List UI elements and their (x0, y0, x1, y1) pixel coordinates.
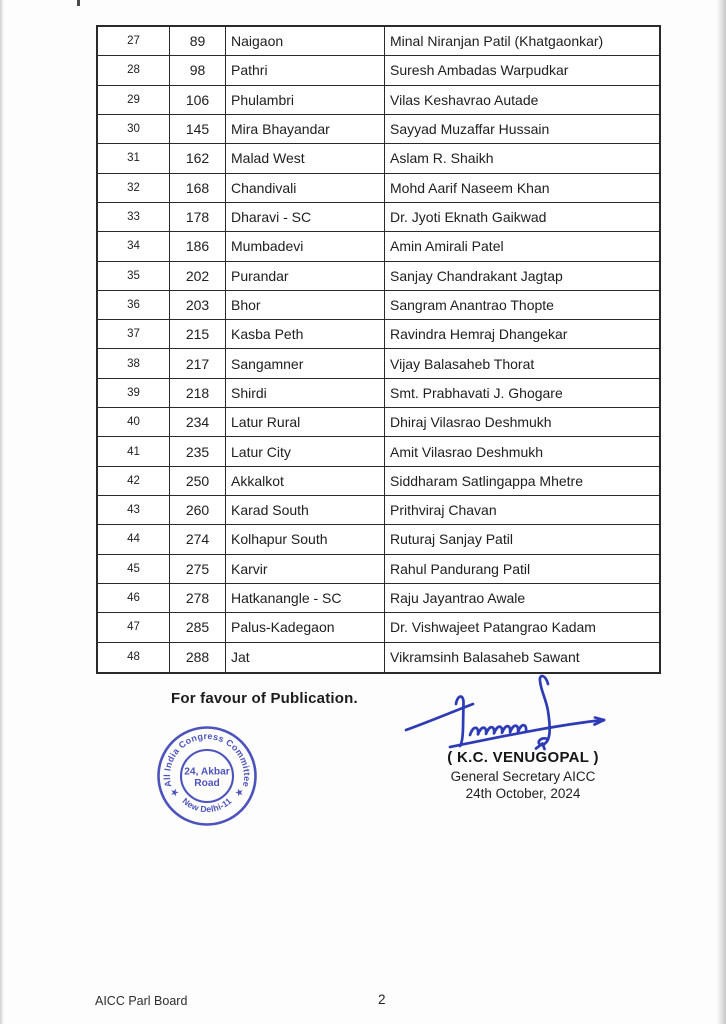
constituency-number-cell: 215 (170, 320, 226, 348)
candidate-name-cell: Sayyad Muzaffar Hussain (390, 121, 550, 138)
serial-number-cell: 35 (98, 262, 170, 290)
scan-edge-right (717, 0, 726, 1024)
table-row (98, 203, 659, 232)
constituency-name-cell: Purandar (226, 262, 385, 290)
table-row (98, 232, 659, 261)
candidate-name-cell: Raju Jayantrao Awale (390, 590, 526, 607)
candidate-name-cell: Suresh Ambadas Warpudkar (390, 62, 569, 79)
constituency-number-cell: 275 (170, 555, 226, 583)
stamp-center-line1: 24, Akbar (184, 766, 230, 778)
candidate-name-cell: Vikramsinh Balasaheb Sawant (390, 649, 580, 666)
constituency-number-cell: 186 (170, 232, 226, 260)
footer-left-text: AICC Parl Board (95, 994, 188, 1008)
constituency-number-cell: 260 (170, 496, 226, 524)
constituency-number-cell: 202 (170, 262, 226, 290)
table-row (98, 262, 659, 291)
constituency-name-cell: Chandivali (226, 174, 385, 202)
constituency-name-cell: Karvir (226, 555, 385, 583)
constituency-name-cell: Mira Bhayandar (226, 115, 385, 143)
constituency-number-cell: 98 (170, 56, 226, 84)
candidate-name-cell: Dhiraj Vilasrao Deshmukh (390, 414, 552, 431)
serial-number-cell: 33 (98, 203, 170, 231)
signatory-block (423, 749, 623, 802)
stamp-star-right-icon: ★ (231, 786, 246, 800)
candidates-table-body (98, 27, 659, 672)
constituency-name-cell: Dharavi - SC (226, 203, 385, 231)
stamp-center-line2: Road (194, 778, 220, 789)
constituency-name-cell: Malad West (226, 144, 385, 172)
constituency-name-cell: Naigaon (226, 27, 385, 55)
footer-page-number: 2 (378, 992, 386, 1007)
stamp-bottom-arc-text: New Delhi-11 (180, 795, 234, 815)
table-row (98, 56, 659, 85)
constituency-number-cell: 250 (170, 467, 226, 495)
table-row (98, 349, 659, 378)
candidate-name-cell: Prithviraj Chavan (390, 502, 497, 519)
candidate-name-cell: Ravindra Hemraj Dhangekar (390, 326, 568, 343)
serial-number-cell: 43 (98, 496, 170, 524)
stamp-graphic (155, 724, 259, 828)
candidate-name-cell: Dr. Jyoti Eknath Gaikwad (390, 209, 547, 226)
table-row (98, 408, 659, 437)
candidate-name-cell: Siddharam Satlingappa Mhetre (390, 472, 584, 489)
constituency-number-cell: 235 (170, 437, 226, 465)
constituency-number-cell: 106 (170, 86, 226, 114)
constituency-name-cell: Latur City (226, 437, 385, 465)
stamp-arc-text: All India Congress Committee (161, 731, 253, 789)
candidate-name-cell: Vilas Keshavrao Autade (390, 91, 539, 108)
serial-number-cell: 39 (98, 379, 170, 407)
constituency-number-cell: 178 (170, 203, 226, 231)
scan-artifact-line (77, 0, 80, 6)
candidate-name-cell: Sanjay Chandrakant Jagtap (390, 267, 563, 284)
candidate-name-cell: Aslam R. Shaikh (390, 150, 494, 167)
signatory-title: General Secretary AICC (450, 768, 596, 784)
table-row (98, 144, 659, 173)
candidates-table (96, 25, 661, 674)
signature-strokes (400, 672, 615, 754)
table-row (98, 437, 659, 466)
table-row (98, 584, 659, 613)
constituency-name-cell: Mumbadevi (226, 232, 385, 260)
table-row (98, 174, 659, 203)
candidate-name-cell: Amin Amirali Patel (390, 238, 504, 255)
constituency-number-cell: 145 (170, 115, 226, 143)
constituency-number-cell: 217 (170, 349, 226, 377)
table-row (98, 496, 659, 525)
constituency-name-cell: Kolhapur South (226, 525, 385, 553)
constituency-number-cell: 234 (170, 408, 226, 436)
table-row (98, 613, 659, 642)
candidate-name-cell: Amit Vilasrao Deshmukh (390, 443, 544, 460)
serial-number-cell: 29 (98, 86, 170, 114)
table-row (98, 643, 659, 672)
serial-number-cell: 40 (98, 408, 170, 436)
constituency-name-cell: Sangamner (226, 349, 385, 377)
table-row (98, 379, 659, 408)
signatory-date: 24th October, 2024 (465, 785, 581, 801)
constituency-number-cell: 168 (170, 174, 226, 202)
signatory-name: ( K.C. VENUGOPAL ) (447, 749, 599, 766)
constituency-name-cell: Palus-Kadegaon (226, 613, 385, 641)
table-row (98, 27, 659, 56)
candidate-name-cell: Vijay Balasaheb Thorat (390, 355, 535, 372)
constituency-number-cell: 89 (170, 27, 226, 55)
serial-number-cell: 46 (98, 584, 170, 612)
constituency-number-cell: 203 (170, 291, 226, 319)
table-row (98, 525, 659, 554)
constituency-number-cell: 288 (170, 643, 226, 672)
constituency-number-cell: 162 (170, 144, 226, 172)
stamp-star-left-icon: ★ (168, 786, 183, 800)
candidate-name-cell: Rahul Pandurang Patil (390, 560, 531, 577)
constituency-name-cell: Karad South (226, 496, 385, 524)
serial-number-cell: 31 (98, 144, 170, 172)
constituency-name-cell: Kasba Peth (226, 320, 385, 348)
candidate-name-cell: Smt. Prabhavati J. Ghogare (390, 384, 563, 401)
candidate-name-cell: Dr. Vishwajeet Patangrao Kadam (390, 619, 596, 636)
constituency-number-cell: 278 (170, 584, 226, 612)
constituency-number-cell: 285 (170, 613, 226, 641)
constituency-name-cell: Phulambri (226, 86, 385, 114)
constituency-name-cell: Bhor (226, 291, 385, 319)
constituency-number-cell: 274 (170, 525, 226, 553)
table-row (98, 320, 659, 349)
constituency-name-cell: Latur Rural (226, 408, 385, 436)
scan-edge-left (0, 0, 4, 1024)
constituency-name-cell: Shirdi (226, 379, 385, 407)
candidate-name-cell: Minal Niranjan Patil (Khatgaonkar) (390, 33, 604, 50)
serial-number-cell: 32 (98, 174, 170, 202)
serial-number-cell: 30 (98, 115, 170, 143)
table-row (98, 115, 659, 144)
serial-number-cell: 41 (98, 437, 170, 465)
serial-number-cell: 47 (98, 613, 170, 641)
signature-ink (400, 672, 615, 754)
table-row (98, 291, 659, 320)
candidate-name-cell: Ruturaj Sanjay Patil (390, 531, 513, 548)
serial-number-cell: 27 (98, 27, 170, 55)
constituency-name-cell: Hatkanangle - SC (226, 584, 385, 612)
serial-number-cell: 28 (98, 56, 170, 84)
constituency-name-cell: Pathri (226, 56, 385, 84)
serial-number-cell: 36 (98, 291, 170, 319)
serial-number-cell: 44 (98, 525, 170, 553)
publication-note: For favour of Publication. (171, 690, 358, 707)
constituency-number-cell: 218 (170, 379, 226, 407)
table-row (98, 86, 659, 115)
constituency-name-cell: Akkalkot (226, 467, 385, 495)
serial-number-cell: 45 (98, 555, 170, 583)
constituency-name-cell: Jat (226, 643, 385, 672)
aicc-round-stamp (155, 724, 259, 828)
serial-number-cell: 34 (98, 232, 170, 260)
table-row (98, 467, 659, 496)
table-row (98, 555, 659, 584)
serial-number-cell: 42 (98, 467, 170, 495)
serial-number-cell: 38 (98, 349, 170, 377)
serial-number-cell: 48 (98, 643, 170, 672)
candidate-name-cell: Mohd Aarif Naseem Khan (390, 179, 550, 196)
serial-number-cell: 37 (98, 320, 170, 348)
candidate-name-cell: Sangram Anantrao Thopte (390, 296, 554, 313)
